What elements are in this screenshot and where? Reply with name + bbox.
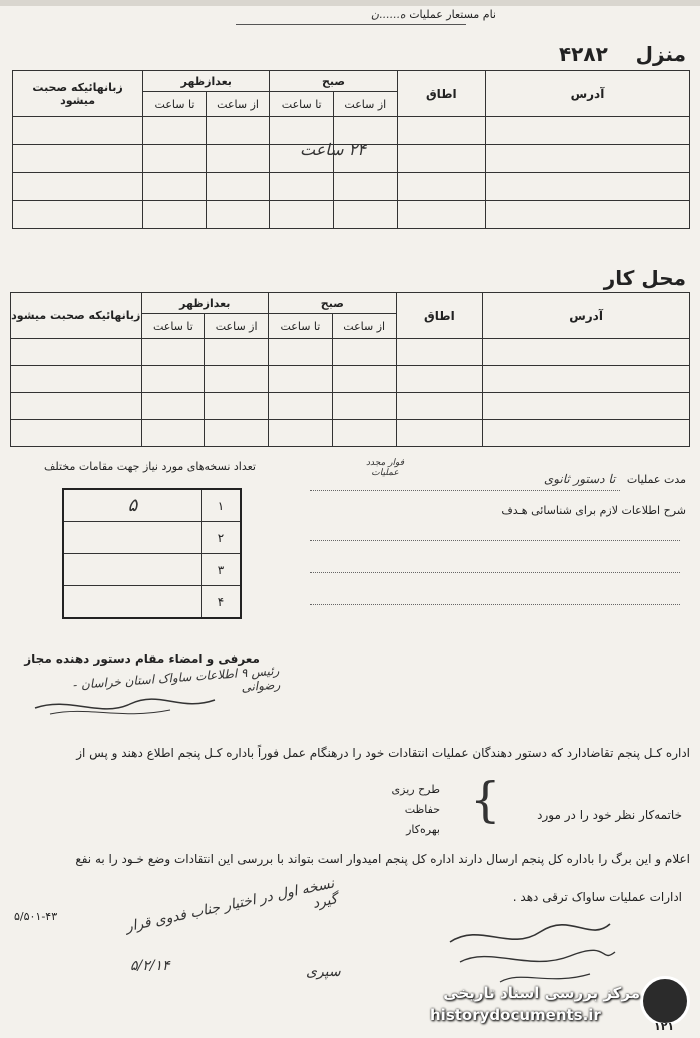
- handwritten-date: ۵/۲/۱۴: [130, 958, 170, 974]
- page-mark: ۱۲۱: [654, 1020, 675, 1033]
- copies-row-number: ۳: [202, 554, 242, 586]
- work-title: محل کار: [603, 266, 686, 290]
- work-col-room: اطاق: [396, 293, 483, 339]
- home-col-afternoon: بعدازظهر: [143, 71, 270, 92]
- home-col-morning: صبح: [270, 71, 397, 92]
- home-number: ۴۲۸۲: [558, 42, 608, 66]
- copies-table: [62, 488, 242, 619]
- target-info-line-3: [310, 604, 680, 605]
- copies-row-value: [63, 522, 202, 554]
- target-info-line-2: [310, 572, 680, 573]
- table-row: [11, 420, 690, 447]
- duration-line: [310, 490, 620, 491]
- table-row: [11, 366, 690, 393]
- authorizer-signature: [30, 690, 220, 720]
- copies-row: [63, 554, 241, 586]
- table-row: [11, 393, 690, 420]
- target-info-label: شرح اطلاعات لازم برای شناسائی هـدف: [501, 504, 686, 517]
- table-row: [11, 339, 690, 366]
- copies-row: [63, 586, 241, 619]
- closing-label: خاتمه‌کار نظر خود را در مورد: [537, 808, 682, 822]
- duration-row: [396, 472, 686, 486]
- work-morning-to: تا ساعت: [269, 314, 333, 339]
- archive-logo-icon: [640, 976, 690, 1026]
- home-morning-from: از ساعت: [334, 92, 398, 117]
- home-hours-handwritten: ۲۴ ساعت: [300, 140, 366, 159]
- work-afternoon-to: تا ساعت: [141, 314, 205, 339]
- copies-row-value: [63, 554, 202, 586]
- work-col-afternoon: بعدازظهر: [141, 293, 269, 314]
- scan-edge: [0, 0, 700, 6]
- authorizer-label: معرفی و امضاء مقام دستور دهنده مجاز: [24, 652, 260, 666]
- closing-brace: {: [470, 772, 501, 828]
- handwritten-note: نسخه اول در اختیار جناب فدوی قرار گیرد: [124, 875, 339, 936]
- bottom-signature: سپری: [306, 964, 341, 980]
- copies-row-number: ۱: [202, 489, 242, 522]
- home-title-label: منزل: [635, 42, 686, 66]
- work-col-address: آدرس: [483, 293, 690, 339]
- copies-row: [63, 522, 241, 554]
- home-afternoon-from: از ساعت: [206, 92, 270, 117]
- home-morning-to: تا ساعت: [270, 92, 334, 117]
- home-col-room: اطاق: [397, 71, 485, 117]
- top-field-label: نام مستعار عملیات: [409, 8, 496, 21]
- table-row: [13, 173, 690, 201]
- instructions-line-3: ادارات عملیات ساواک ترقی دهد .: [512, 890, 682, 904]
- duration-label: مدت عملیات: [626, 473, 686, 486]
- watermark-url: historydocuments.ir: [430, 1006, 601, 1024]
- copies-label: تعداد نسخه‌های مورد نیاز جهت مقامات مختلف: [44, 460, 256, 473]
- duration-value: تا دستور ثانوی: [543, 472, 616, 486]
- top-field-line: [236, 24, 466, 25]
- work-morning-from: از ساعت: [332, 314, 396, 339]
- work-col-morning: صبح: [269, 293, 397, 314]
- copies-row-number: ۴: [202, 586, 242, 619]
- signatures-scribble: [440, 912, 620, 992]
- top-field-value: ه......ن: [370, 8, 406, 21]
- closing-option: بهره‌کار: [406, 823, 440, 836]
- top-field: [236, 8, 496, 21]
- home-col-languages: زبانهائیکه صحبت میشود: [13, 71, 143, 117]
- authorizer-handwritten: رئیس ۹ اطلاعات ساواک استان خراسان - رضوانی: [72, 663, 281, 695]
- closing-option: حفاظت: [404, 803, 440, 816]
- home-title: [559, 42, 686, 66]
- closing-option: طرح ریزی: [391, 783, 440, 796]
- work-afternoon-from: از ساعت: [205, 314, 269, 339]
- watermark-title: مرکز بررسی اسناد تاریخی: [443, 984, 640, 1002]
- copies-row: [63, 489, 241, 522]
- target-info-line-1: [310, 540, 680, 541]
- copies-row-number: ۲: [202, 522, 242, 554]
- work-col-languages: زبانهائیکه صحبت میشود: [11, 293, 142, 339]
- closing-options: [340, 780, 440, 840]
- table-row: [13, 201, 690, 229]
- duration-annotation: فوار مجدد عملیات: [365, 458, 405, 478]
- work-table: [10, 292, 690, 447]
- copies-row-value: [63, 586, 202, 619]
- home-col-address: آدرس: [485, 71, 689, 117]
- home-afternoon-to: تا ساعت: [143, 92, 207, 117]
- instructions-line-2: اعلام و این برگ را باداره کل پنجم ارسال دارند اداره کل پنجم امیدوار است بتواند با بررسی این انتقادات وضع خـود را به نفع: [75, 852, 690, 866]
- copies-row-value: ۵: [63, 489, 202, 522]
- instructions-line-1: اداره کـل پنجم تقاضادارد که دستور دهندگان عملیات انتقادات خود را درهنگام عمل فوراً باداره کـل پنجم اطلاع دهند و پس از: [76, 746, 690, 760]
- reference-number: ۵/۵۰۱-۴۳: [14, 910, 58, 923]
